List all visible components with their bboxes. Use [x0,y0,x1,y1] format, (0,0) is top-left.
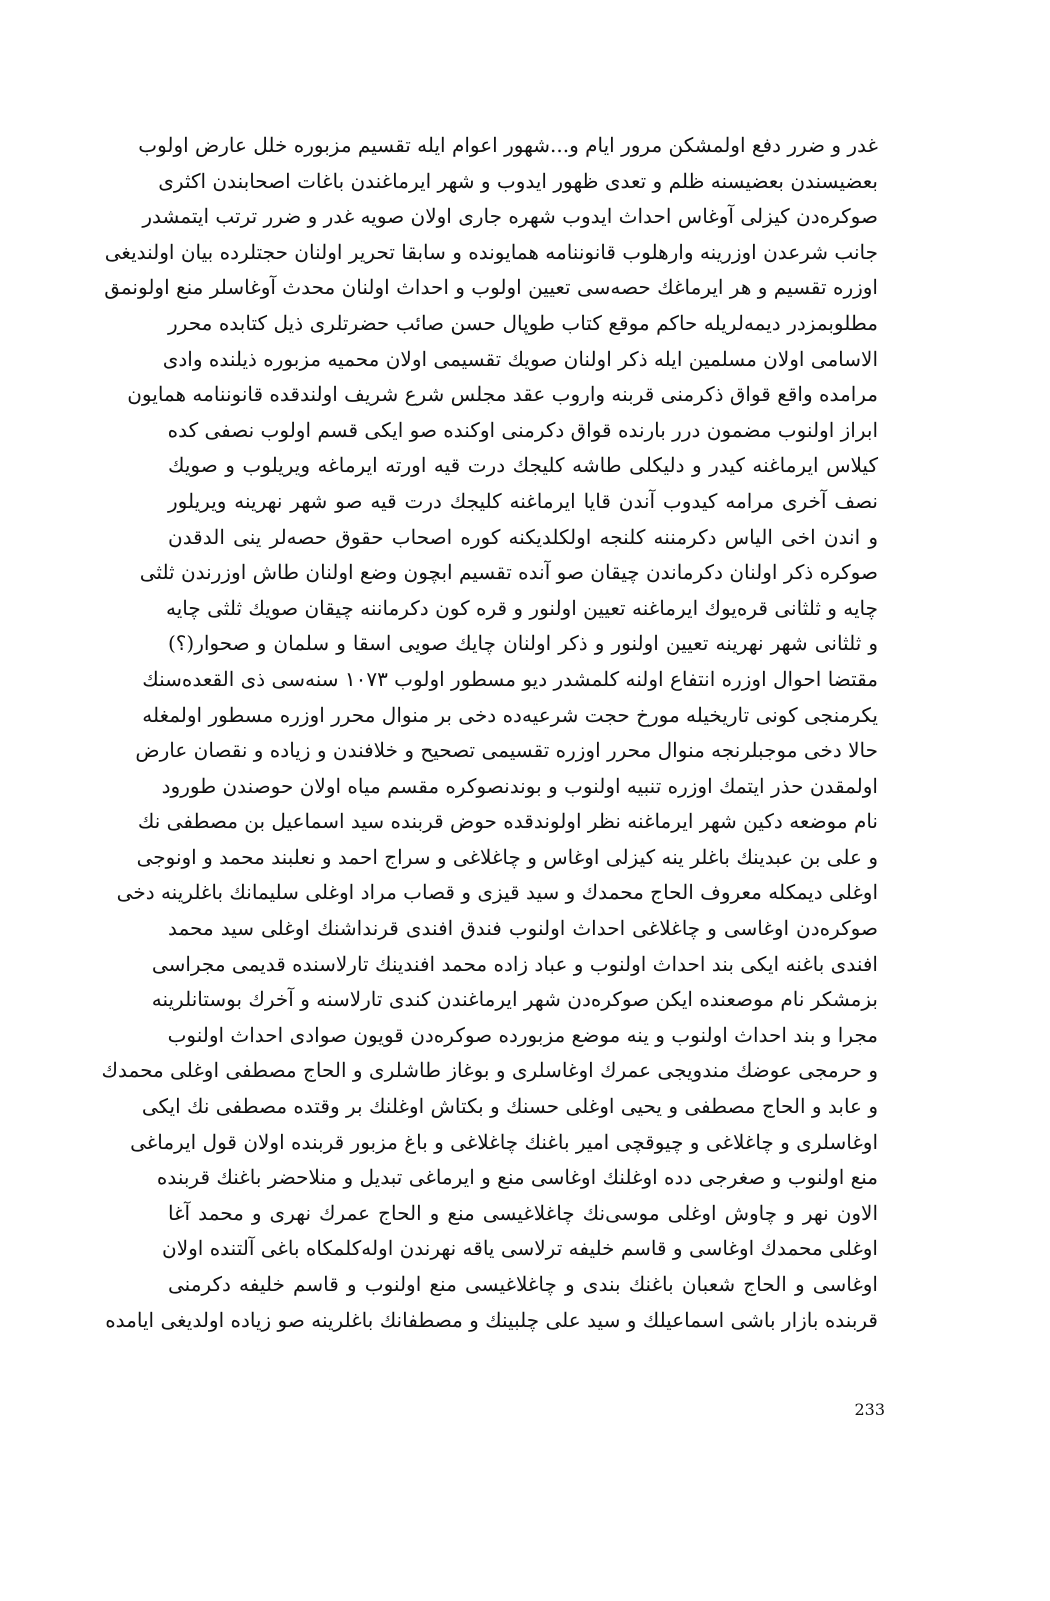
text-line: و عابد و الحاج مصطفی و یحیی اوغلی حسنك و بکتاش اوغلنك بر وقتده مصطفی نك ایکی [141,1094,878,1119]
text-line: حالا دخی موجبلرنجه منوال محرر اوزره تقسیمی تصحیح و خلافندن و زیاده و نقصان عارض [135,738,878,763]
text-line: اوزره تقسیم و هر ایرماغك حصه‌سی تعیین اولوب و احداث اولنان محدث آوغاسلر منع اولونمق [104,275,878,300]
text-line: اوغاسلری و چاغلاغی و چیوقچی امیر باغنك چاغلاغی و باغ مزبور قربنده اولان قول ایرماغی [130,1129,878,1154]
text-line: مطلوبمزدر دیمه‌لریله حاکم موقع کتاب طوپال حسن صائب حضرتلری ذیل کتابده محرر [168,310,878,335]
text-line: الاسامی اولان مسلمین ایله ذکر اولنان صویك تقسیمی اولان محمیه مزبوره ذیلنده وادی [162,346,878,371]
text-line: مرامده واقع قواق ذکرمنی قربنه واروب عقد مجلس شرع شریف اولندقده قانوننامه همایون [127,382,878,407]
text-line: و حرمجی عوضك مندویجی عمرك اوغاسلری و بوغاز طاشلری و الحاج مصطفی اوغلی محمدك [101,1058,878,1083]
text-line: مجرا و بند احداث اولنوب و ینه موضع مزبورده صوکره‌دن قویون صوادی احداث اولنوب [167,1022,878,1047]
text-line: مقتضا احوال اوزره انتفاع اولنه کلمشدر دیو مسطور اولوب ۱۰۷۳ سنه‌سی ذی القعده‌سنك [142,666,878,691]
text-line: غدر و ضرر دفع اولمشکن مرور ایام و...شهور اعوام ایله تقسیم مزبوره خلل عارض اولوب [138,133,878,157]
body-text [101,128,879,1338]
text-line: کیلاس ایرماغنه کیدر و دلیکلی طاشه کلیجك درت قیه اورته ایرماغه ویریلوب و صویك [168,453,878,478]
text-line: اولمقدن حذر ایتمك اوزره تنبیه اولنوب و بوندنصوکره مقسم میاه اولان حوصندن طورود [161,773,878,798]
text-line: جانب شرعدن اوزرینه وارهلوب قانوننامه همایونده و سابقا تحریر اولنان حجتلرده بیان اولندیغی [104,239,878,264]
text-line: صوکره‌دن اوغاسی و چاغلاغی احداث اولنوب فندق افندی قرنداشنك اوغلی سید محمد [168,916,879,941]
text-line: بزمشکر نام موصعنده ایکن صوکره‌دن شهر ایرماغندن کندی تارلاسنه و آخرك بوستانلرینه [151,987,878,1012]
text-line: افندی باغنه ایکی بند احداث اولنوب و عباد زاده محمد افندینك تارلاسنده قدیمی مجراسی [151,951,878,976]
text-line: الاون نهر و چاوش اوغلی موسی‌نك چاغلاغیسی منع و الحاج عمرك نهری و محمد آغا [168,1200,878,1225]
text-line: اوغلی محمدك اوغاسی و قاسم خلیفه ترلاسی یاقه نهرندن اوله‌کلمکاه باغی آلتنده اولان [162,1236,878,1261]
text-line: و علی بن عبدینك باغلر ینه کیزلی اوغاس و چاغلاغی و سراج احمد و نعلبند محمد و اونوجی [136,844,878,869]
page-number: 233 [854,1400,885,1419]
text-line: اوغلی دیمکله معروف الحاج محمدك و سید قیزی و قصاب مراد اوغلی سلیمانك باغلرینه دخی [116,880,878,905]
text-line: و اندن اخی الیاس دکرمننه کلنجه اولکلدیکنه کوره اصحاب حقوق حصه‌لر ینی الدقدن [168,524,878,549]
text-line: و ثلثانی شهر نهرینه تعیین اولنور و ذکر اولنان چایك صویی اسقا و سلمان و صحوار(؟) [168,631,878,656]
text-line: بعضیسندن بعضیسنه ظلم و تعدی ظهور ایدوب و شهر ایرماغندن باغات اصحابندن اکثری [158,168,878,193]
text-line: صوکره‌دن کیزلی آوغاس احداث ایدوب شهره جاری اولان صویه غدر و ضرر ترتب ایتمشدر [142,204,878,229]
text-line: چایه و ثلثانی قره‌یوك ایرماغنه تعیین اولنور و قره کون دکرماننه چیقان صویك ثلثی چایه [166,595,878,620]
text-line: نام موضعه دکین شهر ایرماغنه نظر اولوندقده حوض قربنده سید اسماعیل بن مصطفی نك [137,809,878,834]
text-line: صوکره ذکر اولنان دکرماندن چیقان صو آنده تقسیم ابچون وضع اولنان طاش اوزرندن ثلثی [139,560,878,585]
text-line: قربنده بازار باشی اسماعیلك و سید علی چلبینك و مصطفانك باغلرینه صو زیاده اولدیغی ایامده [105,1307,878,1332]
text-line: نصف آخری مرامه کیدوب آندن قایا ایرماغنه کلیجك درت قیه صو شهر نهرینه ویریلور [168,488,878,513]
text-line: اوغاسی و الحاج شعبان باغنك بندی و چاغلاغیسی منع اولنوب و قاسم خلیفه دکرمنی [168,1272,878,1296]
text-line: یکرمنجی کونی تاریخیله مورخ حجت شرعیه‌ده دخی بر منوال محرر اوزره مسطور اولمغله [142,702,878,727]
text-line: منع اولنوب و صغرجی دده اوغلنك اوغاسی منع و ایرماغی تبدیل و منلاحضر باغنك قربنده [156,1165,878,1190]
text-line: ابراز اولنوب مضمون درر بارنده قواق دکرمنی اوکنده صو ایکی قسم اولوب نصفی کده [167,417,878,442]
